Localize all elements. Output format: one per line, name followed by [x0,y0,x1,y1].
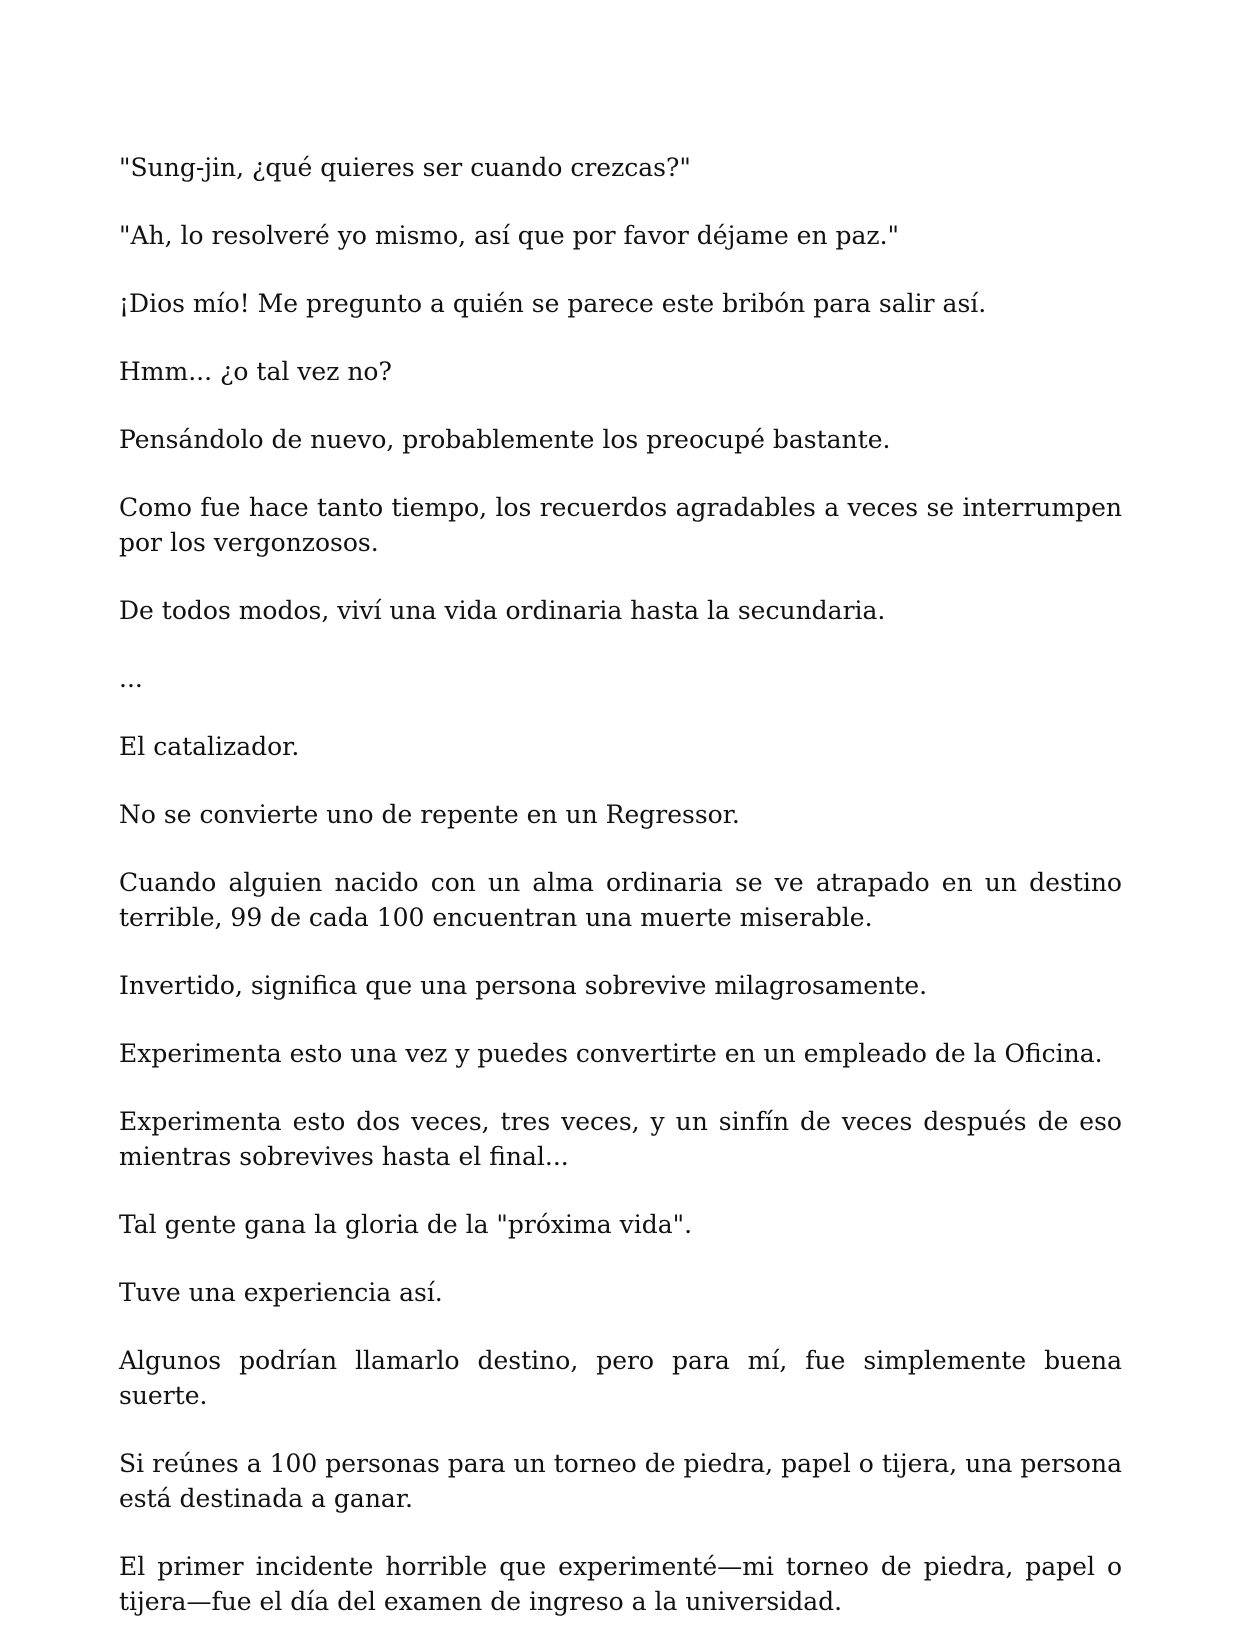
paragraph: De todos modos, viví una vida ordinaria hasta la secundaria. [119,596,886,625]
paragraph: Hmm... ¿o tal vez no? [119,357,392,386]
paragraph: El primer incidente horrible que experimenté—mi torneo de piedra, papel o tijera—fue el día del examen de ingreso a la universidad. [119,1552,1122,1616]
paragraph: Invertido, significa que una persona sobrevive milagrosamente. [119,971,928,1000]
paragraph: Como fue hace tanto tiempo, los recuerdos agradables a veces se interrumpen por los vergonzosos. [119,493,1122,557]
paragraph: Experimenta esto una vez y puedes convertirte en un empleado de la Oficina. [119,1039,1103,1068]
paragraph: No se convierte uno de repente en un Regressor. [119,800,740,829]
paragraph: Tuve una experiencia así. [119,1278,443,1307]
paragraph: ¡Dios mío! Me pregunto a quién se parece este bribón para salir así. [119,289,987,318]
paragraph: Si reúnes a 100 personas para un torneo de piedra, papel o tijera, una persona está destinada a ganar. [119,1449,1122,1513]
paragraph: "Sung-jin, ¿qué quieres ser cuando crezcas?" [119,153,691,182]
paragraph: El catalizador. [119,732,300,761]
paragraph: Experimenta esto dos veces, tres veces, y un sinfín de veces después de eso mientras sobrevives hasta el final... [119,1107,1122,1171]
paragraph: Algunos podrían llamarlo destino, pero para mí, fue simplemente buena suerte. [119,1346,1122,1410]
paragraph: Pensándolo de nuevo, probablemente los preocupé bastante. [119,425,891,454]
paragraph: Cuando alguien nacido con un alma ordinaria se ve atrapado en un destino terrible, 99 de cada 100 encuentran una muerte miserable. [119,868,1122,932]
ellipsis-break: ... [119,664,143,693]
paragraph: Tal gente gana la gloria de la "próxima vida". [119,1210,693,1239]
paragraph: "Ah, lo resolveré yo mismo, así que por favor déjame en paz." [119,221,900,250]
body-text [119,150,1122,1652]
